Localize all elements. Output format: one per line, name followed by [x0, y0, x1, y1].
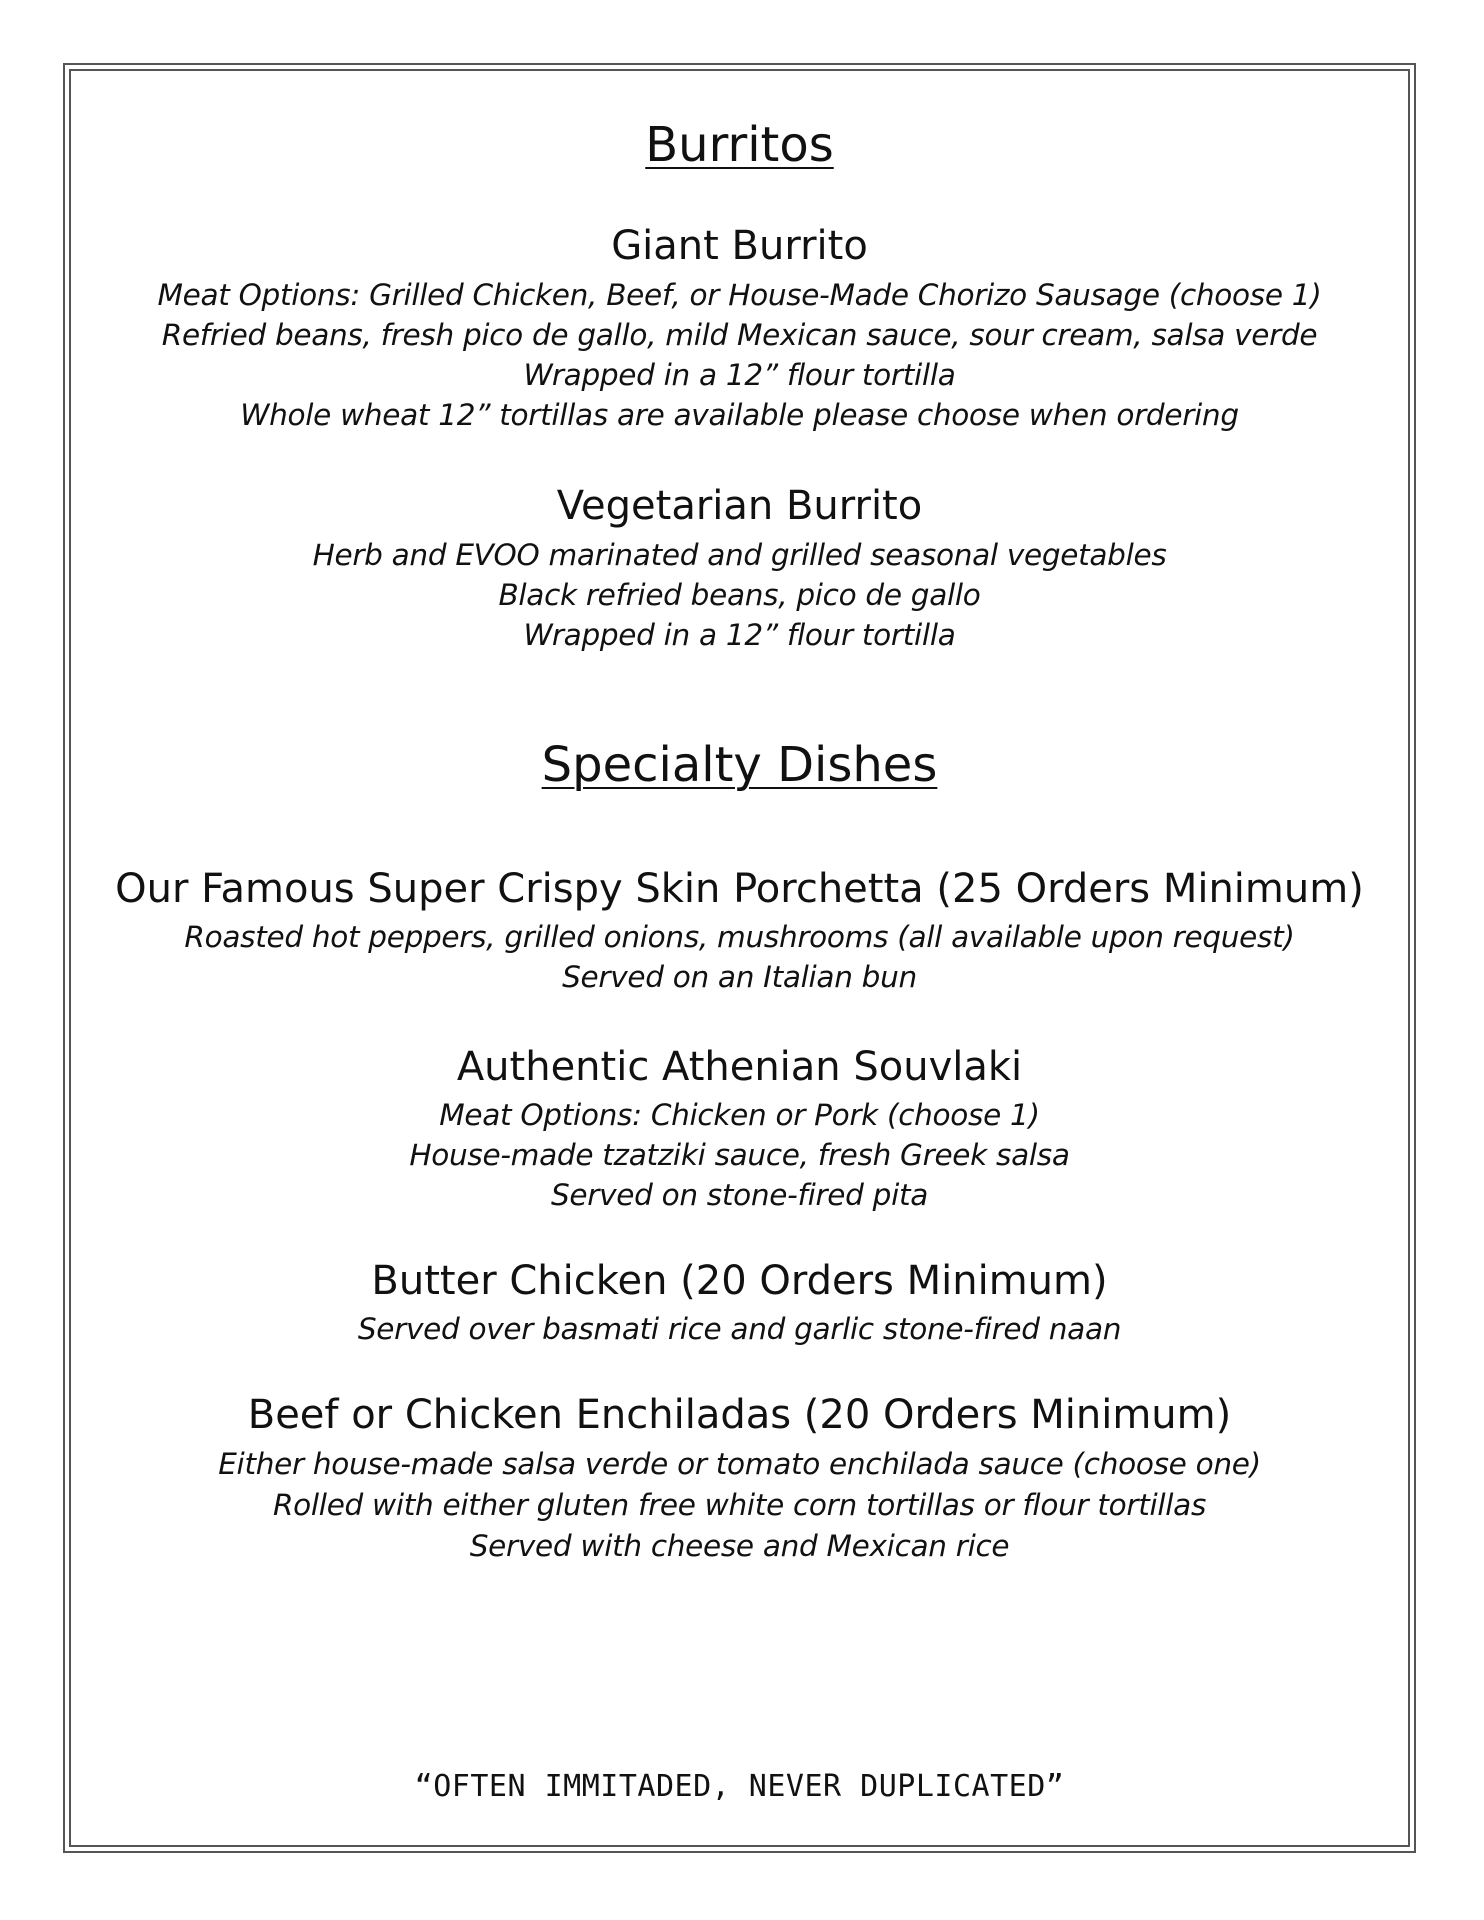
item-desc-line: Meat Options: Chicken or Pork (choose 1) — [439, 1098, 1040, 1132]
item-desc-line: Herb and EVOO marinated and grilled seasonal vegetables — [312, 538, 1167, 572]
item-title-souvlaki: Authentic Athenian Souvlaki — [456, 1044, 1023, 1090]
item-desc-line: Refried beans, fresh pico de gallo, mild Mexican sauce, sour cream, salsa verde — [161, 318, 1318, 352]
section-title-burritos: Burritos — [645, 117, 834, 173]
item-title-giant-burrito: Giant Burrito — [611, 223, 868, 269]
item-desc-line: Roasted hot peppers, grilled onions, mushrooms (all available upon request) — [184, 920, 1295, 954]
item-desc-line: Whole wheat 12” tortillas are available please choose when ordering — [240, 398, 1239, 432]
item-desc-line: Either house-made salsa verde or tomato enchilada sauce (choose one) — [218, 1447, 1261, 1481]
item-desc-line: Served over basmati rice and garlic stone-fired naan — [357, 1312, 1122, 1346]
footer-motto: “OFTEN IMMITADED, NEVER DUPLICATED” — [414, 1769, 1065, 1804]
item-desc-line: Wrapped in a 12” flour tortilla — [523, 358, 956, 392]
item-desc-line: Meat Options: Grilled Chicken, Beef, or House-Made Chorizo Sausage (choose 1) — [157, 278, 1322, 312]
item-desc-line: Served with cheese and Mexican rice — [469, 1529, 1010, 1563]
item-title-porchetta: Our Famous Super Crispy Skin Porchetta (25 Orders Minimum) — [115, 866, 1364, 912]
item-title-butter-chicken: Butter Chicken (20 Orders Minimum) — [371, 1258, 1108, 1304]
menu-page — [71, 71, 1408, 1845]
item-desc-line: Served on an Italian bun — [562, 960, 917, 994]
item-title-enchiladas: Beef or Chicken Enchiladas (20 Orders Minimum) — [247, 1392, 1232, 1438]
section-title-specialty-dishes: Specialty Dishes — [541, 737, 938, 793]
item-desc-line: Wrapped in a 12” flour tortilla — [523, 618, 956, 652]
item-title-vegetarian-burrito: Vegetarian Burrito — [556, 483, 923, 529]
item-desc-line: Black refried beans, pico de gallo — [498, 578, 981, 612]
item-desc-line: House-made tzatziki sauce, fresh Greek salsa — [409, 1138, 1070, 1172]
item-desc-line: Served on stone-fired pita — [550, 1178, 929, 1212]
item-desc-line: Rolled with either gluten free white corn tortillas or flour tortillas — [272, 1488, 1207, 1522]
